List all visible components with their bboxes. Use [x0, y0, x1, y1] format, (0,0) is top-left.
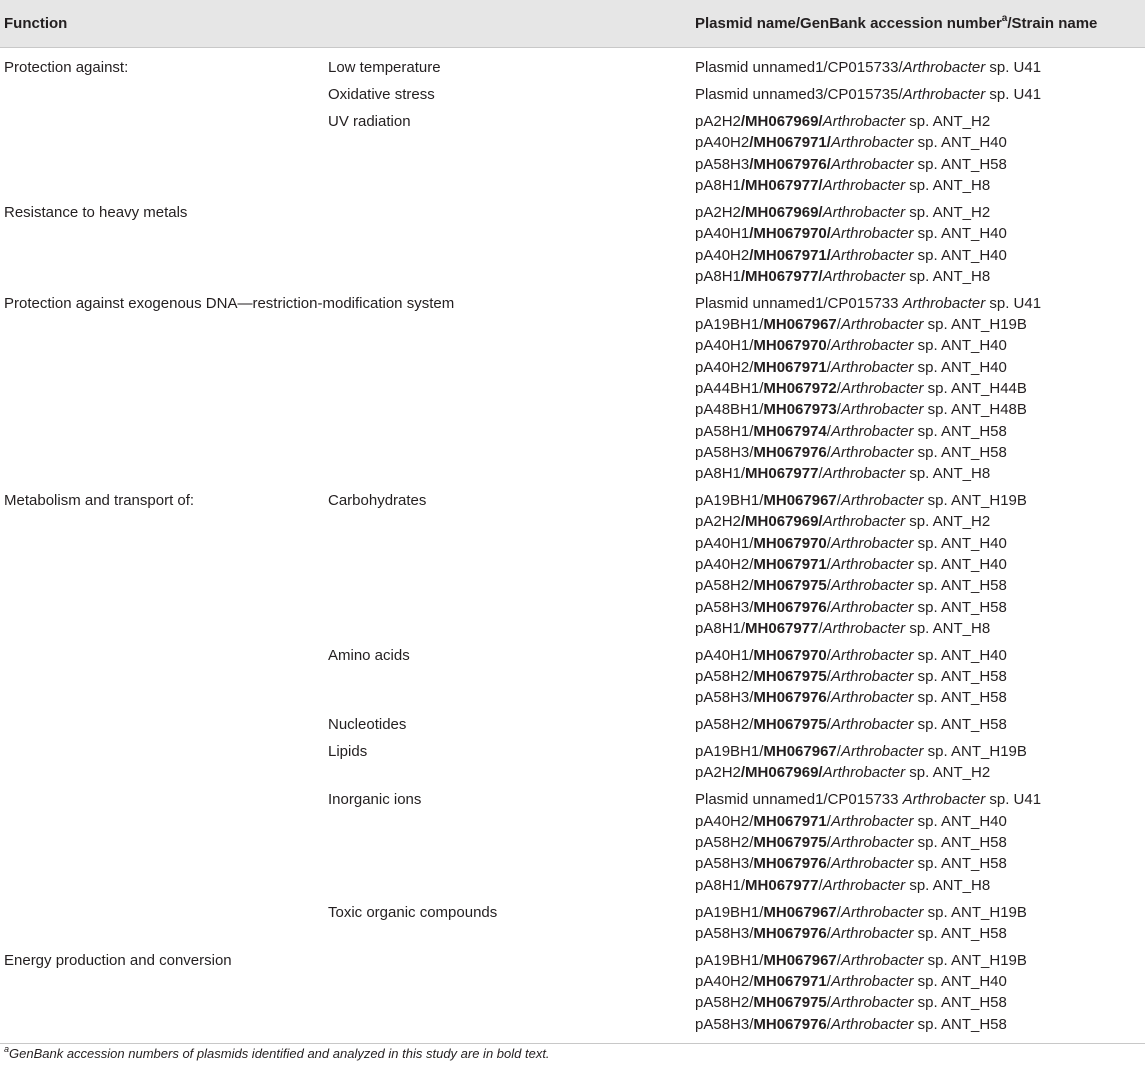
separator: / [898, 59, 903, 77]
plasmid-entry [695, 335, 1041, 356]
genbank-accession: MH067975 [753, 833, 827, 851]
strain-name: sp. ANT_H40 [913, 555, 1007, 573]
strain-name: sp. ANT_H2 [905, 113, 991, 131]
plasmid-entry [695, 902, 1027, 923]
separator: / [826, 668, 831, 686]
plasmid-entry [695, 245, 1007, 266]
genbank-accession: CP015733 [827, 59, 899, 77]
genus-name: Arthrobacter [830, 443, 914, 461]
plasmid-entry [695, 84, 1041, 105]
plasmid-name: pA8H1 [695, 177, 741, 195]
plasmid-name: pA58H2/ [695, 833, 754, 851]
plasmid-name: pA40H2/ [695, 972, 754, 990]
strain-name: sp. ANT_H58 [913, 598, 1007, 616]
plasmid-name: pA58H3/ [695, 443, 754, 461]
separator: / [826, 994, 831, 1012]
subfunction-cell: Lipids [328, 743, 368, 761]
plasmid-name: pA58H2/ [695, 668, 754, 686]
strain-name: sp. ANT_H8 [905, 267, 991, 285]
separator: / [826, 924, 831, 942]
separator: / [826, 598, 831, 616]
genus-name: Arthrobacter [840, 903, 924, 921]
plasmid-entry [695, 293, 1041, 314]
genus-name: Arthrobacter [840, 401, 924, 419]
genus-name: Arthrobacter [902, 791, 986, 809]
genus-name: Arthrobacter [830, 668, 914, 686]
plasmid-name: pA19BH1/ [695, 743, 764, 761]
plasmid-entry [695, 811, 1041, 832]
plasmid-name: pA40H2/ [695, 555, 754, 573]
plasmid-name: pA40H2 [695, 246, 750, 264]
genbank-accession: /MH067969/ [740, 513, 823, 531]
header-plasmid [695, 14, 1097, 34]
plasmid-name: pA19BH1/ [695, 903, 764, 921]
genbank-accession: /MH067977/ [740, 267, 823, 285]
genus-name: Arthrobacter [830, 337, 914, 355]
plasmid-name: pA19BH1/ [695, 492, 764, 510]
genbank-accession: /MH067971/ [749, 134, 831, 152]
plasmid-entry [695, 442, 1041, 463]
subfunction-cell: Carbohydrates [328, 492, 427, 510]
genbank-accession: MH067970 [753, 534, 827, 552]
genus-name: Arthrobacter [830, 646, 914, 664]
genus-name: Arthrobacter [830, 555, 914, 573]
genbank-accession: MH067967 [763, 951, 837, 969]
genbank-accession: MH067970 [753, 646, 827, 664]
plasmid-cell [695, 293, 1041, 485]
strain-name: sp. ANT_H19B [923, 903, 1027, 921]
genus-name: Arthrobacter [840, 379, 924, 397]
genbank-accession: /MH067969/ [740, 204, 823, 221]
header-divider [0, 47, 1145, 48]
plasmid-name: Plasmid unnamed1/ [695, 294, 828, 312]
plasmid-name: pA19BH1/ [695, 316, 764, 334]
genus-name: Arthrobacter [840, 951, 924, 969]
plasmid-entry [695, 223, 1007, 244]
strain-name: sp. U41 [985, 59, 1042, 77]
genus-name: Arthrobacter [840, 316, 924, 334]
genbank-accession: MH067976 [753, 689, 827, 707]
genus-name: Arthrobacter [822, 204, 906, 221]
genus-name: Arthrobacter [830, 225, 914, 243]
separator: / [826, 972, 831, 990]
genbank-accession: MH067967 [763, 903, 837, 921]
genus-name: Arthrobacter [902, 86, 986, 104]
plasmid-entry [695, 575, 1027, 596]
subfunction-cell: UV radiation [328, 113, 411, 131]
subfunction-cell: Inorganic ions [328, 791, 422, 809]
plasmid-entry [695, 490, 1027, 511]
plasmid-entry [695, 832, 1041, 853]
genbank-accession: /MH067969/ [740, 113, 823, 131]
header-footnote-marker: a [1001, 13, 1008, 24]
subfunction-cell: Oxidative stress [328, 86, 435, 104]
footnote-marker: a [4, 1043, 10, 1054]
plasmid-name: pA2H2 [695, 513, 741, 531]
genus-name: Arthrobacter [830, 924, 914, 942]
strain-name: sp. ANT_H8 [905, 876, 991, 894]
separator: / [836, 316, 841, 334]
strain-name: sp. ANT_H58 [913, 689, 1007, 707]
genus-name: Arthrobacter [830, 577, 914, 595]
separator: / [826, 1015, 831, 1033]
genbank-accession: /MH067977/ [740, 177, 823, 195]
genbank-accession: MH067971 [753, 812, 827, 830]
genbank-accession: MH067975 [753, 577, 827, 595]
genus-name: Arthrobacter [840, 492, 924, 510]
plasmid-name: pA58H2/ [695, 577, 754, 595]
genus-name: Arthrobacter [830, 134, 914, 152]
strain-name: sp. ANT_H58 [913, 443, 1007, 461]
plasmid-name: pA58H2/ [695, 716, 754, 734]
strain-name: sp. ANT_H58 [913, 422, 1007, 440]
function-cell: Protection against exogenous DNA—restriction-modification system [4, 294, 455, 312]
genus-name: Arthrobacter [822, 177, 906, 195]
strain-name: sp. ANT_H40 [913, 358, 1007, 376]
plasmid-entry [695, 421, 1041, 442]
plasmid-name: pA58H3/ [695, 855, 754, 873]
plasmid-name: pA8H1/ [695, 876, 746, 894]
strain-name: sp. U41 [985, 294, 1042, 312]
strain-name: sp. ANT_H19B [923, 316, 1027, 334]
strain-name: sp. ANT_H2 [905, 204, 991, 221]
strain-name: sp. ANT_H2 [905, 513, 991, 531]
footnote-text: GenBank accession numbers of plasmids identified and analyzed in this study are in bold text. [9, 1046, 550, 1061]
genbank-accession: MH067976 [753, 598, 827, 616]
genbank-accession: MH067970 [753, 337, 827, 355]
plasmid-cell [695, 645, 1007, 709]
plasmid-name: pA58H1/ [695, 422, 754, 440]
genus-name: Arthrobacter [840, 743, 924, 761]
strain-name: sp. ANT_H58 [913, 577, 1007, 595]
genbank-accession: MH067973 [763, 401, 837, 419]
table-footnote [4, 1043, 550, 1062]
genbank-accession: MH067976 [753, 924, 827, 942]
strain-name: sp. ANT_H40 [913, 534, 1007, 552]
plasmid-entry [695, 202, 1007, 223]
genus-name: Arthrobacter [830, 1015, 914, 1033]
genbank-accession: MH067976 [753, 1015, 827, 1033]
genus-name: Arthrobacter [830, 358, 914, 376]
strain-name: sp. ANT_H40 [913, 246, 1007, 264]
genus-name: Arthrobacter [902, 294, 986, 312]
strain-name: sp. ANT_H48B [923, 401, 1027, 419]
plasmid-name: Plasmid unnamed3/ [695, 86, 828, 104]
strain-name: sp. ANT_H40 [913, 225, 1007, 243]
plasmid-entry [695, 853, 1041, 874]
plasmid-cell [695, 57, 1041, 78]
plasmid-entry [695, 714, 1007, 735]
separator: / [818, 619, 823, 637]
plasmid-entry [695, 950, 1027, 971]
genbank-accession: CP015733 [827, 791, 899, 809]
plasmid-entry [695, 357, 1041, 378]
plasmid-entry [695, 923, 1027, 944]
separator: / [826, 337, 831, 355]
plasmid-name: pA2H2 [695, 764, 741, 782]
genbank-accession: /MH067970/ [749, 225, 831, 243]
plasmid-cell [695, 111, 1007, 196]
plasmid-name: pA58H3/ [695, 598, 754, 616]
genus-name: Arthrobacter [822, 876, 906, 894]
separator: / [826, 422, 831, 440]
genbank-accession: MH067975 [753, 716, 827, 734]
header-plasmid-label: Plasmid name/GenBank accession number [695, 15, 1002, 32]
genbank-accession: MH067976 [753, 855, 827, 873]
plasmid-entry [695, 378, 1041, 399]
plasmid-name: pA58H2/ [695, 994, 754, 1012]
plasmid-name: pA40H1/ [695, 534, 754, 552]
genus-name: Arthrobacter [822, 619, 906, 637]
function-cell: Energy production and conversion [4, 951, 232, 969]
plasmid-entry [695, 1014, 1027, 1035]
plasmid-entry [695, 762, 1027, 783]
genus-name: Arthrobacter [830, 972, 914, 990]
genus-name: Arthrobacter [830, 246, 914, 264]
genus-name: Arthrobacter [830, 598, 914, 616]
strain-name: sp. ANT_H44B [923, 379, 1027, 397]
separator: / [836, 401, 841, 419]
subfunction-cell: Toxic organic compounds [328, 903, 498, 921]
strain-name: sp. ANT_H8 [905, 177, 991, 195]
separator: / [826, 577, 831, 595]
plasmid-entry [695, 554, 1027, 575]
plasmid-name: pA8H1/ [695, 619, 746, 637]
table-bottom-divider [0, 1043, 1145, 1044]
genbank-accession: /MH067976/ [749, 155, 831, 173]
strain-name: sp. ANT_H8 [905, 465, 991, 483]
plasmid-cell [695, 789, 1041, 895]
strain-name: sp. ANT_H58 [913, 924, 1007, 942]
plasmid-entry [695, 789, 1041, 810]
strain-name: sp. ANT_H40 [913, 646, 1007, 664]
genus-name: Arthrobacter [830, 534, 914, 552]
strain-name: sp. ANT_H2 [905, 764, 991, 782]
subfunction-cell: Amino acids [328, 646, 410, 664]
plasmid-entry [695, 992, 1027, 1013]
separator: / [898, 86, 903, 104]
genus-name: Arthrobacter [830, 422, 914, 440]
plasmid-cell [695, 950, 1027, 1035]
strain-name: sp. U41 [985, 86, 1042, 104]
genbank-accession: MH067972 [763, 379, 837, 397]
separator: / [826, 443, 831, 461]
strain-name: sp. ANT_H58 [913, 1015, 1007, 1033]
genbank-accession: MH067967 [763, 743, 837, 761]
genus-name: Arthrobacter [822, 267, 906, 285]
separator: / [826, 689, 831, 707]
plasmid-name: pA58H3/ [695, 689, 754, 707]
genbank-accession: /MH067969/ [740, 764, 823, 782]
plasmid-name: pA8H1 [695, 267, 741, 285]
separator: / [826, 812, 831, 830]
plasmid-entry [695, 314, 1041, 335]
table-header [0, 0, 1145, 47]
function-cell: Protection against: [4, 59, 129, 77]
separator: / [818, 465, 823, 483]
genus-name: Arthrobacter [830, 855, 914, 873]
strain-name: sp. ANT_H58 [913, 833, 1007, 851]
plasmid-name: pA58H3/ [695, 924, 754, 942]
separator: / [826, 716, 831, 734]
strain-name: sp. ANT_H58 [913, 668, 1007, 686]
genbank-accession: MH067975 [753, 994, 827, 1012]
plasmid-cell [695, 741, 1027, 784]
strain-name: sp. ANT_H19B [923, 492, 1027, 510]
plasmid-entry [695, 111, 1007, 132]
genbank-accession: MH067976 [753, 443, 827, 461]
header-function: Function [4, 15, 68, 32]
plasmid-name: pA40H1/ [695, 646, 754, 664]
separator: / [836, 903, 841, 921]
strain-name: sp. U41 [985, 791, 1042, 809]
plasmid-cell [695, 490, 1027, 639]
plasmid-entry [695, 57, 1041, 78]
genus-name: Arthrobacter [822, 465, 906, 483]
separator: / [826, 833, 831, 851]
function-cell: Metabolism and transport of: [4, 492, 195, 510]
strain-name: sp. ANT_H8 [905, 619, 991, 637]
genbank-accession: CP015733 [827, 294, 899, 312]
plasmid-name: pA40H2/ [695, 358, 754, 376]
strain-name: sp. ANT_H40 [913, 337, 1007, 355]
plasmid-name: pA2H2 [695, 204, 741, 221]
plasmid-entry [695, 399, 1041, 420]
plasmid-name: pA2H2 [695, 113, 741, 131]
plasmid-name: pA58H3/ [695, 1015, 754, 1033]
plasmid-entry [695, 666, 1007, 687]
genbank-accession: CP015735 [827, 86, 899, 104]
separator: / [826, 855, 831, 873]
plasmid-entry [695, 132, 1007, 153]
genus-name: Arthrobacter [822, 764, 906, 782]
genbank-accession: MH067971 [753, 358, 827, 376]
separator: / [826, 534, 831, 552]
plasmid-name: pA44BH1/ [695, 379, 764, 397]
plasmid-name: pA40H2 [695, 134, 750, 152]
plasmid-entry [695, 533, 1027, 554]
plasmid-entry [695, 154, 1007, 175]
genus-name: Arthrobacter [830, 812, 914, 830]
genbank-accession: MH067971 [753, 972, 827, 990]
genbank-accession: MH067977 [745, 465, 819, 483]
plasmid-cell [695, 202, 1007, 287]
genus-name: Arthrobacter [822, 113, 906, 131]
plasmid-entry [695, 618, 1027, 639]
genbank-accession: MH067975 [753, 668, 827, 686]
plasmid-entry [695, 266, 1007, 287]
plasmid-name: pA19BH1/ [695, 951, 764, 969]
genus-name: Arthrobacter [902, 59, 986, 77]
strain-name: sp. ANT_H58 [913, 855, 1007, 873]
strain-name: sp. ANT_H40 [913, 134, 1007, 152]
genbank-accession: MH067967 [763, 316, 837, 334]
plasmid-name: pA40H1 [695, 225, 750, 243]
genbank-accession: /MH067971/ [749, 246, 831, 264]
plasmid-entry [695, 687, 1007, 708]
plasmid-entry [695, 875, 1041, 896]
genbank-accession: MH067977 [745, 876, 819, 894]
plasmid-cell [695, 714, 1007, 735]
plasmid-name: pA58H3 [695, 155, 750, 173]
genbank-accession: MH067974 [753, 422, 827, 440]
plasmid-name: pA40H1/ [695, 337, 754, 355]
separator: / [836, 951, 841, 969]
separator: / [826, 555, 831, 573]
strain-name: sp. ANT_H58 [913, 155, 1007, 173]
plasmid-name: Plasmid unnamed1/ [695, 59, 828, 77]
plasmid-name: pA8H1/ [695, 465, 746, 483]
plasmid-name: pA48BH1/ [695, 401, 764, 419]
genus-name: Arthrobacter [830, 994, 914, 1012]
function-cell: Resistance to heavy metals [4, 204, 188, 221]
strain-name: sp. ANT_H19B [923, 951, 1027, 969]
genus-name: Arthrobacter [830, 833, 914, 851]
plasmid-name: Plasmid unnamed1/ [695, 791, 828, 809]
separator: / [826, 358, 831, 376]
strain-name: sp. ANT_H58 [913, 994, 1007, 1012]
separator: / [818, 876, 823, 894]
plasmid-entry [695, 741, 1027, 762]
genbank-accession: MH067967 [763, 492, 837, 510]
plasmid-entry [695, 645, 1007, 666]
plasmid-entry [695, 597, 1027, 618]
separator: / [836, 492, 841, 510]
strain-name: sp. ANT_H40 [913, 812, 1007, 830]
genus-name: Arthrobacter [822, 513, 906, 531]
genbank-accession: MH067971 [753, 555, 827, 573]
plasmid-cell [695, 84, 1041, 105]
separator: / [826, 646, 831, 664]
strain-name: sp. ANT_H19B [923, 743, 1027, 761]
plasmid-entry [695, 463, 1041, 484]
plasmid-cell [695, 902, 1027, 945]
genus-name: Arthrobacter [830, 155, 914, 173]
plasmid-entry [695, 971, 1027, 992]
subfunction-cell: Nucleotides [328, 716, 407, 734]
genus-name: Arthrobacter [830, 716, 914, 734]
plasmid-name: pA40H2/ [695, 812, 754, 830]
genus-name: Arthrobacter [830, 689, 914, 707]
plasmid-entry [695, 175, 1007, 196]
subfunction-cell: Low temperature [328, 59, 441, 77]
separator: / [836, 743, 841, 761]
separator: / [836, 379, 841, 397]
strain-name: sp. ANT_H40 [913, 972, 1007, 990]
plasmid-entry [695, 511, 1027, 532]
header-strain-label: /Strain name [1007, 15, 1098, 32]
genbank-accession: MH067977 [745, 619, 819, 637]
strain-name: sp. ANT_H58 [913, 716, 1007, 734]
